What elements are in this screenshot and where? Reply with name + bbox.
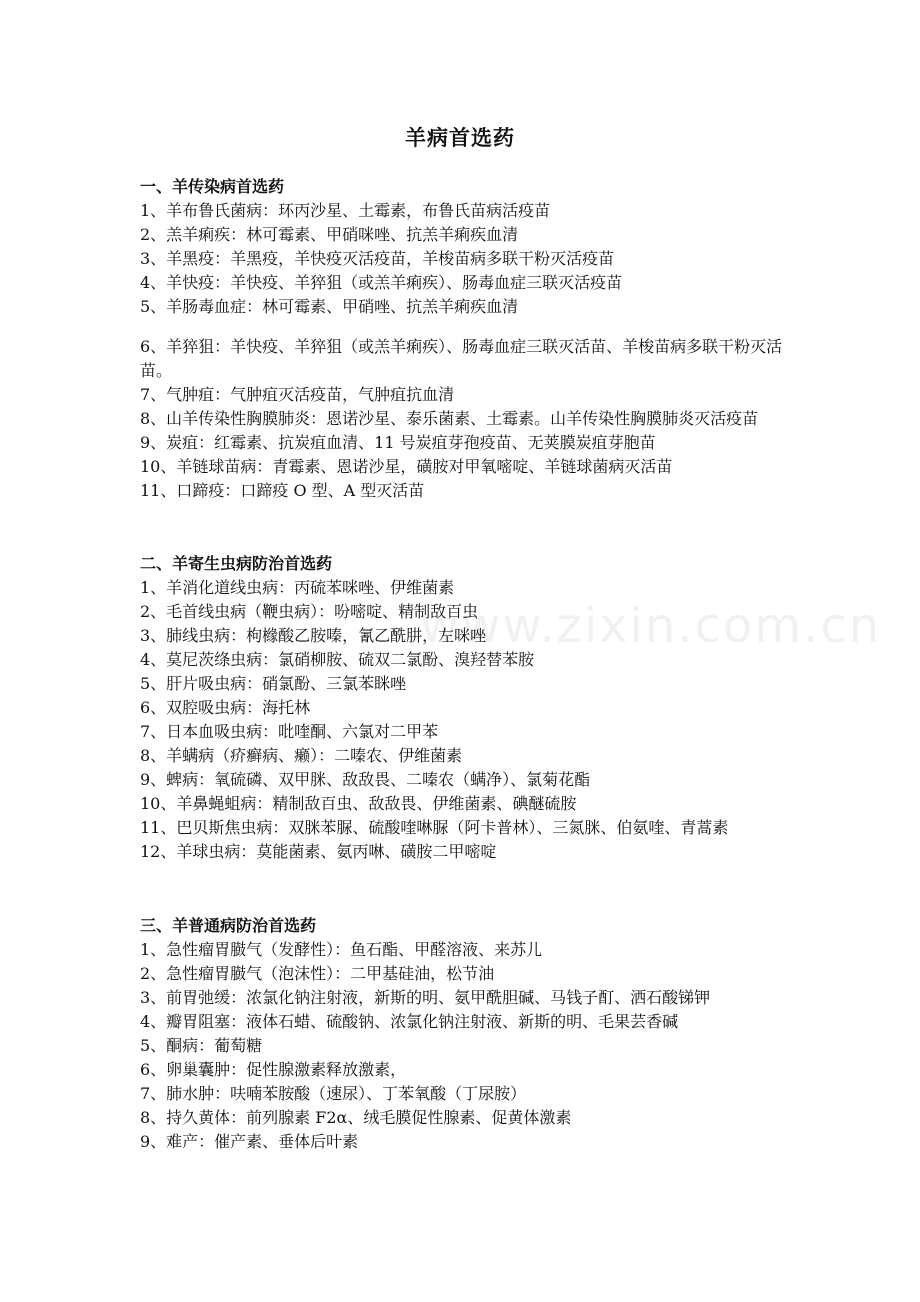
list-item: 9、难产：催产素、垂体后叶素 — [140, 1132, 359, 1151]
list-item: 11、巴贝斯焦虫病：双脒苯脲、硫酸喹啉脲（阿卡普林）、三氮脒、伯氨喹、青蒿素 — [140, 818, 729, 837]
list-item: 2、急性瘤胃臌气（泡沫性）：二甲基硅油，松节油 — [140, 964, 495, 983]
list-item: 6、羊猝狙：羊快疫、羊猝狙（或羔羊痢疾）、肠毒血症三联灭活苗、羊梭苗病多联干粉灭活苗。 — [140, 337, 783, 380]
list-item: 3、羊黑疫：羊黑疫，羊快疫灭活疫苗，羊梭苗病多联干粉灭活疫苗 — [140, 249, 615, 268]
list-item: 4、莫尼茨绦虫病：氯硝柳胺、硫双二氯酚、溴羟替苯胺 — [140, 650, 535, 669]
list-item: 9、炭疽：红霉素、抗炭疽血清、11 号炭疽芽孢疫苗、无荚膜炭疽芽胞苗 — [140, 433, 656, 452]
list-item: 9、蜱病：氧硫磷、双甲脒、敌敌畏、二嗪农（螨净）、氯菊花酯 — [140, 770, 591, 789]
section-heading: 一、羊传染病首选药 — [140, 177, 285, 196]
list-item: 8、羊螨病（疥癣病、癞）：二嗪农、伊维菌素 — [140, 746, 463, 765]
list-item: 6、卵巢囊肿：促性腺激素释放激素， — [140, 1060, 407, 1079]
list-item: 10、羊链球苗病：青霉素、恩诺沙星，磺胺对甲氧嘧啶、羊链球菌病灭活苗 — [140, 457, 673, 476]
section-heading: 二、羊寄生虫病防治首选药 — [140, 554, 333, 573]
list-item: 2、羔羊痢疾：林可霉素、甲硝咪唑、抗羔羊痢疾血清 — [140, 225, 519, 244]
section-infectious-diseases — [140, 175, 790, 503]
list-item: 1、羊消化道线虫病：丙硫苯咪唑、伊维菌素 — [140, 578, 455, 597]
list-item: 12、羊球虫病：莫能菌素、氨丙啉、磺胺二甲嘧啶 — [140, 842, 497, 861]
list-item: 5、酮病：葡萄糖 — [140, 1036, 263, 1055]
list-item: 1、羊布鲁氏菌病：环丙沙星、土霉素，布鲁氏苗病活疫苗 — [140, 201, 551, 220]
list-item: 8、山羊传染性胸膜肺炎：恩诺沙星、泰乐菌素、土霉素。山羊传染性胸膜肺炎灭活疫苗 — [140, 409, 759, 428]
list-item: 3、肺线虫病：枸橼酸乙胺嗪，氰乙酰肼，左咪唑 — [140, 626, 487, 645]
list-item: 3、前胃弛缓：浓氯化钠注射液，新斯的明、氨甲酰胆碱、马钱子酊、洒石酸锑钾 — [140, 988, 711, 1007]
list-item: 6、双腔吸虫病：海托林 — [140, 698, 311, 717]
document-title: 羊病首选药 — [405, 125, 515, 150]
list-item: 11、口蹄疫：口蹄疫 O 型、A 型灭活苗 — [140, 481, 425, 500]
list-item: 7、气肿疽：气肿疽灭活疫苗，气肿疽抗血清 — [140, 385, 455, 404]
list-item: 1、急性瘤胃臌气（发酵性）：鱼石酯、甲醛溶液、来苏儿 — [140, 940, 543, 959]
section-common-diseases — [140, 914, 790, 1154]
section-parasitic-diseases — [140, 552, 790, 864]
list-item: 7、肺水肿：呋喃苯胺酸（速尿）、丁苯氧酸（丁尿胺） — [140, 1084, 527, 1103]
list-item: 5、肝片吸虫病：硝氯酚、三氯苯眯唑 — [140, 674, 407, 693]
list-item: 10、羊鼻蝇蛆病：精制敌百虫、敌敌畏、伊维菌素、碘醚硫胺 — [140, 794, 577, 813]
list-item: 4、瓣胃阻塞：液体石蜡、硫酸钠、浓氯化钠注射液、新斯的明、毛果芸香碱 — [140, 1012, 679, 1031]
watermark: www.zixin.com.cn — [420, 598, 882, 654]
list-item: 5、羊肠毒血症：林可霉素、甲硝唑、抗羔羊痢疾血清 — [140, 297, 519, 316]
list-item: 4、羊快疫：羊快疫、羊猝狙（或羔羊痢疾）、肠毒血症三联灭活疫苗 — [140, 273, 623, 292]
list-item: 8、持久黄体：前列腺素 F2α、绒毛膜促性腺素、促黄体激素 — [140, 1108, 572, 1127]
list-item: 2、毛首线虫病（鞭虫病）：吩嘧啶、精制敌百虫 — [140, 602, 479, 621]
list-item: 7、日本血吸虫病：吡喹酮、六氯对二甲苯 — [140, 722, 439, 741]
section-heading: 三、羊普通病防治首选药 — [140, 916, 317, 935]
